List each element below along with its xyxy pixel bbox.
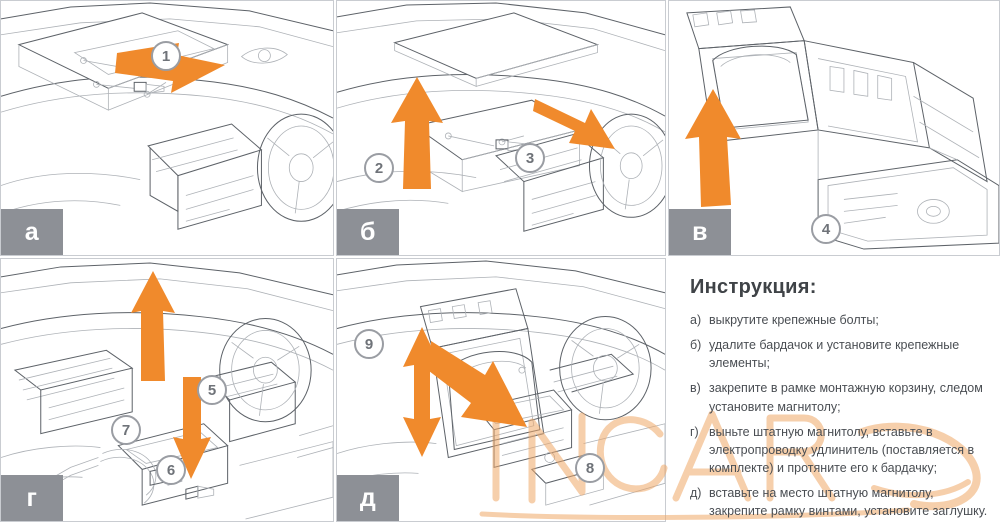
instruction-item-g [690, 423, 992, 477]
instruction-item-a [690, 311, 992, 329]
panel-g [0, 258, 334, 522]
instruction-item-d [690, 484, 992, 520]
panel-letter-b: б [337, 209, 399, 255]
instruction-marker-b: б) [690, 338, 702, 353]
step-badge-6: 6 [156, 455, 186, 485]
step-badge-8: 8 [575, 453, 605, 483]
step-badge-1: 1 [151, 41, 181, 71]
arrow-step-8-diagonal [429, 337, 539, 433]
instruction-marker-a: а) [690, 313, 702, 327]
panel-d [336, 258, 666, 522]
arrow-step-2 [387, 75, 447, 193]
panel-letter-d: д [337, 475, 399, 521]
step-badge-2: 2 [364, 153, 394, 183]
instruction-text-a: выкрутите крепежные болты; [709, 313, 879, 327]
instruction-text-d: вставьте на место штатную магнитолу, закрепите рамку винтами, установите заглушку. [709, 486, 988, 519]
instruction-marker-g: г) [690, 424, 699, 439]
arrow-step-3 [533, 93, 619, 155]
instructions-panel [668, 258, 1000, 522]
panel-b [336, 0, 666, 256]
instructions-list [690, 311, 992, 520]
step-badge-9: 9 [354, 329, 384, 359]
instruction-marker-v: в) [690, 381, 701, 396]
step-badge-5: 5 [197, 375, 227, 405]
instructions-title: Инструкция: [690, 276, 817, 298]
step-badge-4: 4 [811, 214, 841, 244]
instruction-text-g: выньте штатную магнитолу, вставьте в электропроводку удлинитель (поставляется в комплекте) и протяните его к бардачку; [709, 424, 975, 475]
instruction-item-v [690, 379, 992, 415]
instructions-block [690, 276, 992, 522]
panel-v [668, 0, 1000, 256]
panel-letter-g: г [1, 475, 63, 521]
instruction-text-v: закрепите в рамке монтажную корзину, следом установите магнитолу; [709, 381, 983, 414]
panel-letter-a: а [1, 209, 63, 255]
arrow-step-5-up [129, 269, 177, 385]
instruction-text-b: удалите бардачок и установите крепежные элементы; [709, 338, 960, 371]
step-badge-3: 3 [515, 143, 545, 173]
arrow-step-4 [683, 87, 747, 209]
panel-letter-v: в [669, 209, 731, 255]
instruction-marker-d: д) [690, 486, 702, 500]
instruction-item-b [690, 336, 992, 372]
panel-a [0, 0, 334, 256]
step-badge-7: 7 [111, 415, 141, 445]
